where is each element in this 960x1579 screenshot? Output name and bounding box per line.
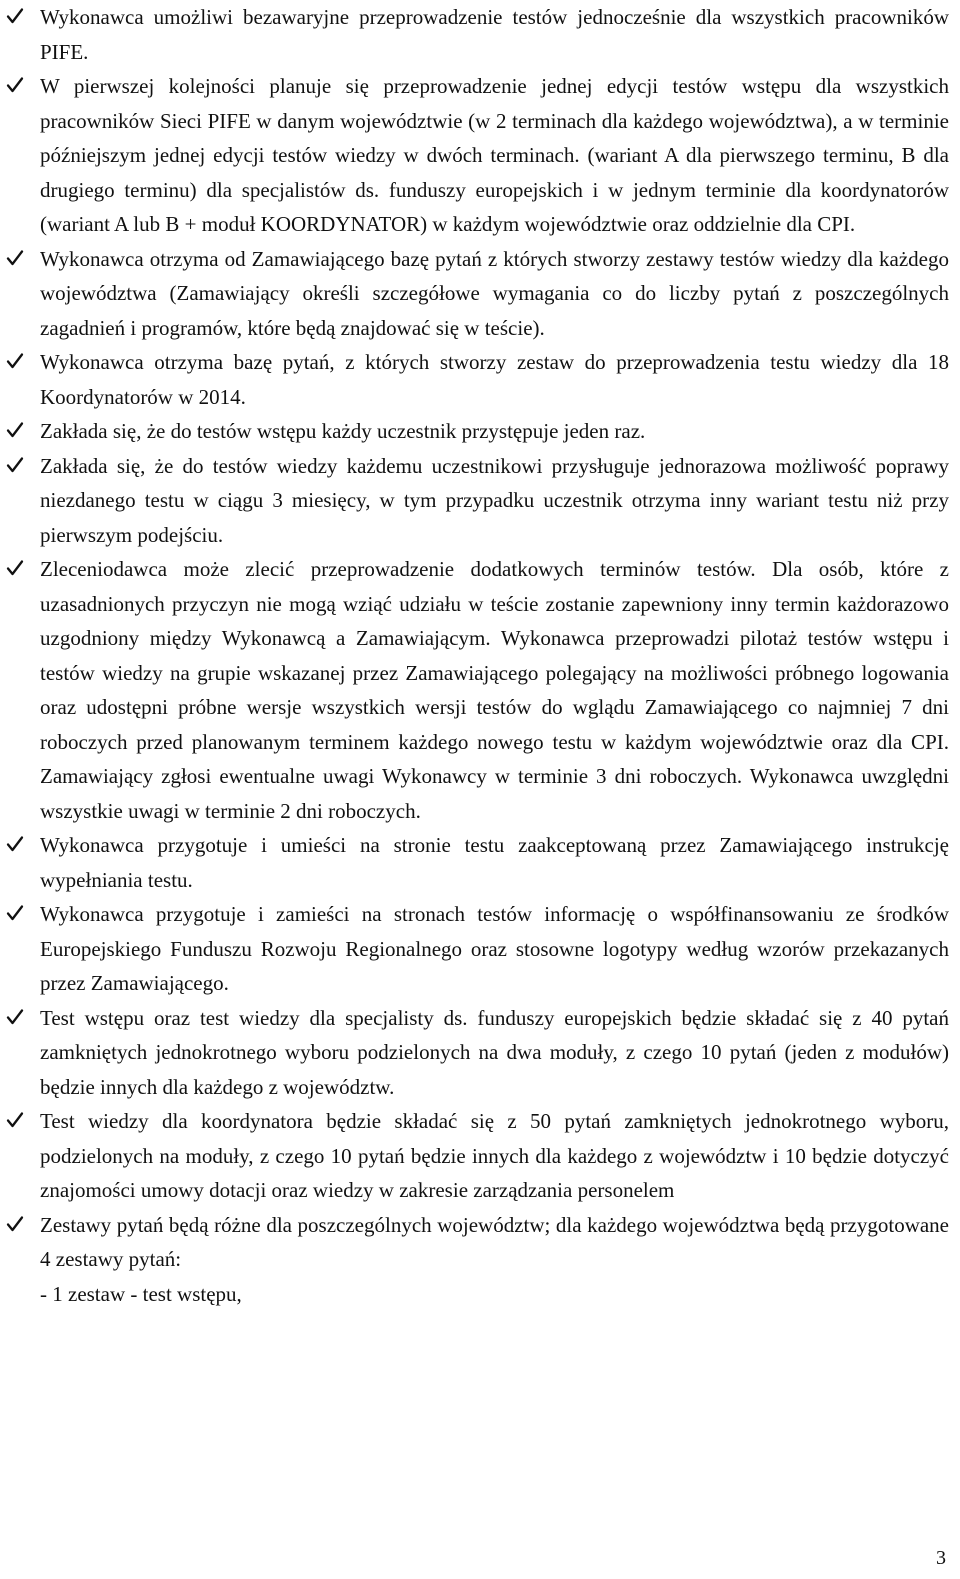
list-item <box>0 1208 960 1277</box>
list-item-text: Zleceniodawca może zlecić przeprowadzenie dodatkowych terminów testów. Dla osób, które z uzasadnionych przyczyn nie mogą wziąć udziału w teście zostanie zapewniony inny termin każdorazowo uzgodniony między Wykonawcą a Zamawiającym. Wykonawca przeprowadzi pilotaż testów wstępu i testów wiedzy na grupie wskazanej przez Zamawiającego polegający na możliwości próbnego logowania oraz udostępni próbne wersje wszystkich wersji testów do wglądu Zamawiającego co najmniej 7 dni roboczych przed planowanym terminem każdego nowego testu w każdym województwie oraz dla CPI. Zamawiający zgłosi ewentualne uwagi Wykonawcy w terminie 3 dni roboczych. Wykonawca uwzględni wszystkie uwagi w terminie 2 dni roboczych. <box>40 557 949 823</box>
list-item <box>0 828 960 897</box>
checkmark-icon <box>6 552 28 587</box>
list-item-text: Test wstępu oraz test wiedzy dla specjalisty ds. funduszy europejskich będzie składać się z 40 pytań zamkniętych jednokrotnego wyboru podzielonych na dwa moduły, z czego 10 pytań (jeden z modułów) będzie innych dla każdego z województw. <box>40 1005 949 1099</box>
list-item <box>0 414 960 449</box>
sub-list-line: - 1 zestaw - test wstępu, <box>40 1281 242 1306</box>
checkmark-icon <box>6 1208 28 1243</box>
list-item <box>0 242 960 346</box>
list-item <box>0 345 960 414</box>
checkmark-icon <box>6 242 28 277</box>
list-item <box>0 897 960 1001</box>
checkmark-icon <box>6 449 28 484</box>
list-item <box>0 69 960 242</box>
list-item-text: Wykonawca otrzyma od Zamawiającego bazę pytań z których stworzy zestawy testów wiedzy dla każdego województwa (Zamawiający określi szczegółowe wymagania co do liczby pytań z poszczególnych zagadnień i programów, które będą znajdować się w teście). <box>40 246 949 340</box>
list-item-text: Wykonawca przygotuje i umieści na stronie testu zaakceptowaną przez Zamawiającego instrukcję wypełniania testu. <box>40 833 949 892</box>
list-item-text: Test wiedzy dla koordynatora będzie składać się z 50 pytań zamkniętych jednokrotnego wyboru, podzielonych na moduły, z czego 10 pytań będzie innych dla każdego z województw i 10 będzie dotyczyć znajomości umowy dotacji oraz wiedzy w zakresie zarządzania personelem <box>40 1109 949 1202</box>
page-number: 3 <box>936 1547 946 1569</box>
list-item-text: Zakłada się, że do testów wiedzy każdemu uczestnikowi przysługuje jednorazowa możliwość poprawy niezdanego testu w ciągu 3 miesięcy, w tym przypadku uczestnik otrzyma inny wariant testu niż przy pierwszym podejściu. <box>40 453 949 547</box>
list-item-text: Wykonawca przygotuje i zamieści na stronach testów informację o współfinansowaniu ze środków Europejskiego Funduszu Rozwoju Regionalnego oraz stosowne logotypy według wzorów przekazanych przez Zamawiającego. <box>40 902 949 995</box>
checkmark-icon <box>6 69 28 104</box>
list-item <box>0 449 960 553</box>
checkmark-icon <box>6 0 28 35</box>
list-item <box>0 1104 960 1208</box>
list-item <box>0 0 960 69</box>
list-item-text: Zestawy pytań będą różne dla poszczególnych województw; dla każdego województwa będą przygotowane 4 zestawy pytań: <box>40 1212 949 1271</box>
checkmark-icon <box>6 828 28 863</box>
list-item-text: Wykonawca umożliwi bezawaryjne przeprowadzenie testów jednocześnie dla wszystkich pracowników PIFE. <box>40 5 949 64</box>
list-item-text: W pierwszej kolejności planuje się przeprowadzenie jednej edycji testów wstępu dla wszystkich pracowników Sieci PIFE w danym województwie (w 2 terminach dla każdego województwa), a w terminie późniejszym jednej edycji testów wiedzy w dwóch terminach. (wariant A dla pierwszego terminu, B dla drugiego terminu) dla specjalistów ds. funduszy europejskich i w jednym terminie dla koordynatorów (wariant A lub B + moduł KOORDYNATOR) w każdym województwie oraz oddzielnie dla CPI. <box>40 74 949 236</box>
checkmark-icon <box>6 345 28 380</box>
list-item-text: Wykonawca otrzyma bazę pytań, z których stworzy zestaw do przeprowadzenia testu wiedzy dla 18 Koordynatorów w 2014. <box>40 350 949 409</box>
list-item <box>0 1001 960 1105</box>
checkmark-icon <box>6 414 28 449</box>
checkmark-icon <box>6 1001 28 1036</box>
list-item-text: Zakłada się, że do testów wstępu każdy uczestnik przystępuje jeden raz. <box>40 419 646 443</box>
checkmark-icon <box>6 897 28 932</box>
checkmark-icon <box>6 1104 28 1139</box>
list-item <box>0 552 960 828</box>
